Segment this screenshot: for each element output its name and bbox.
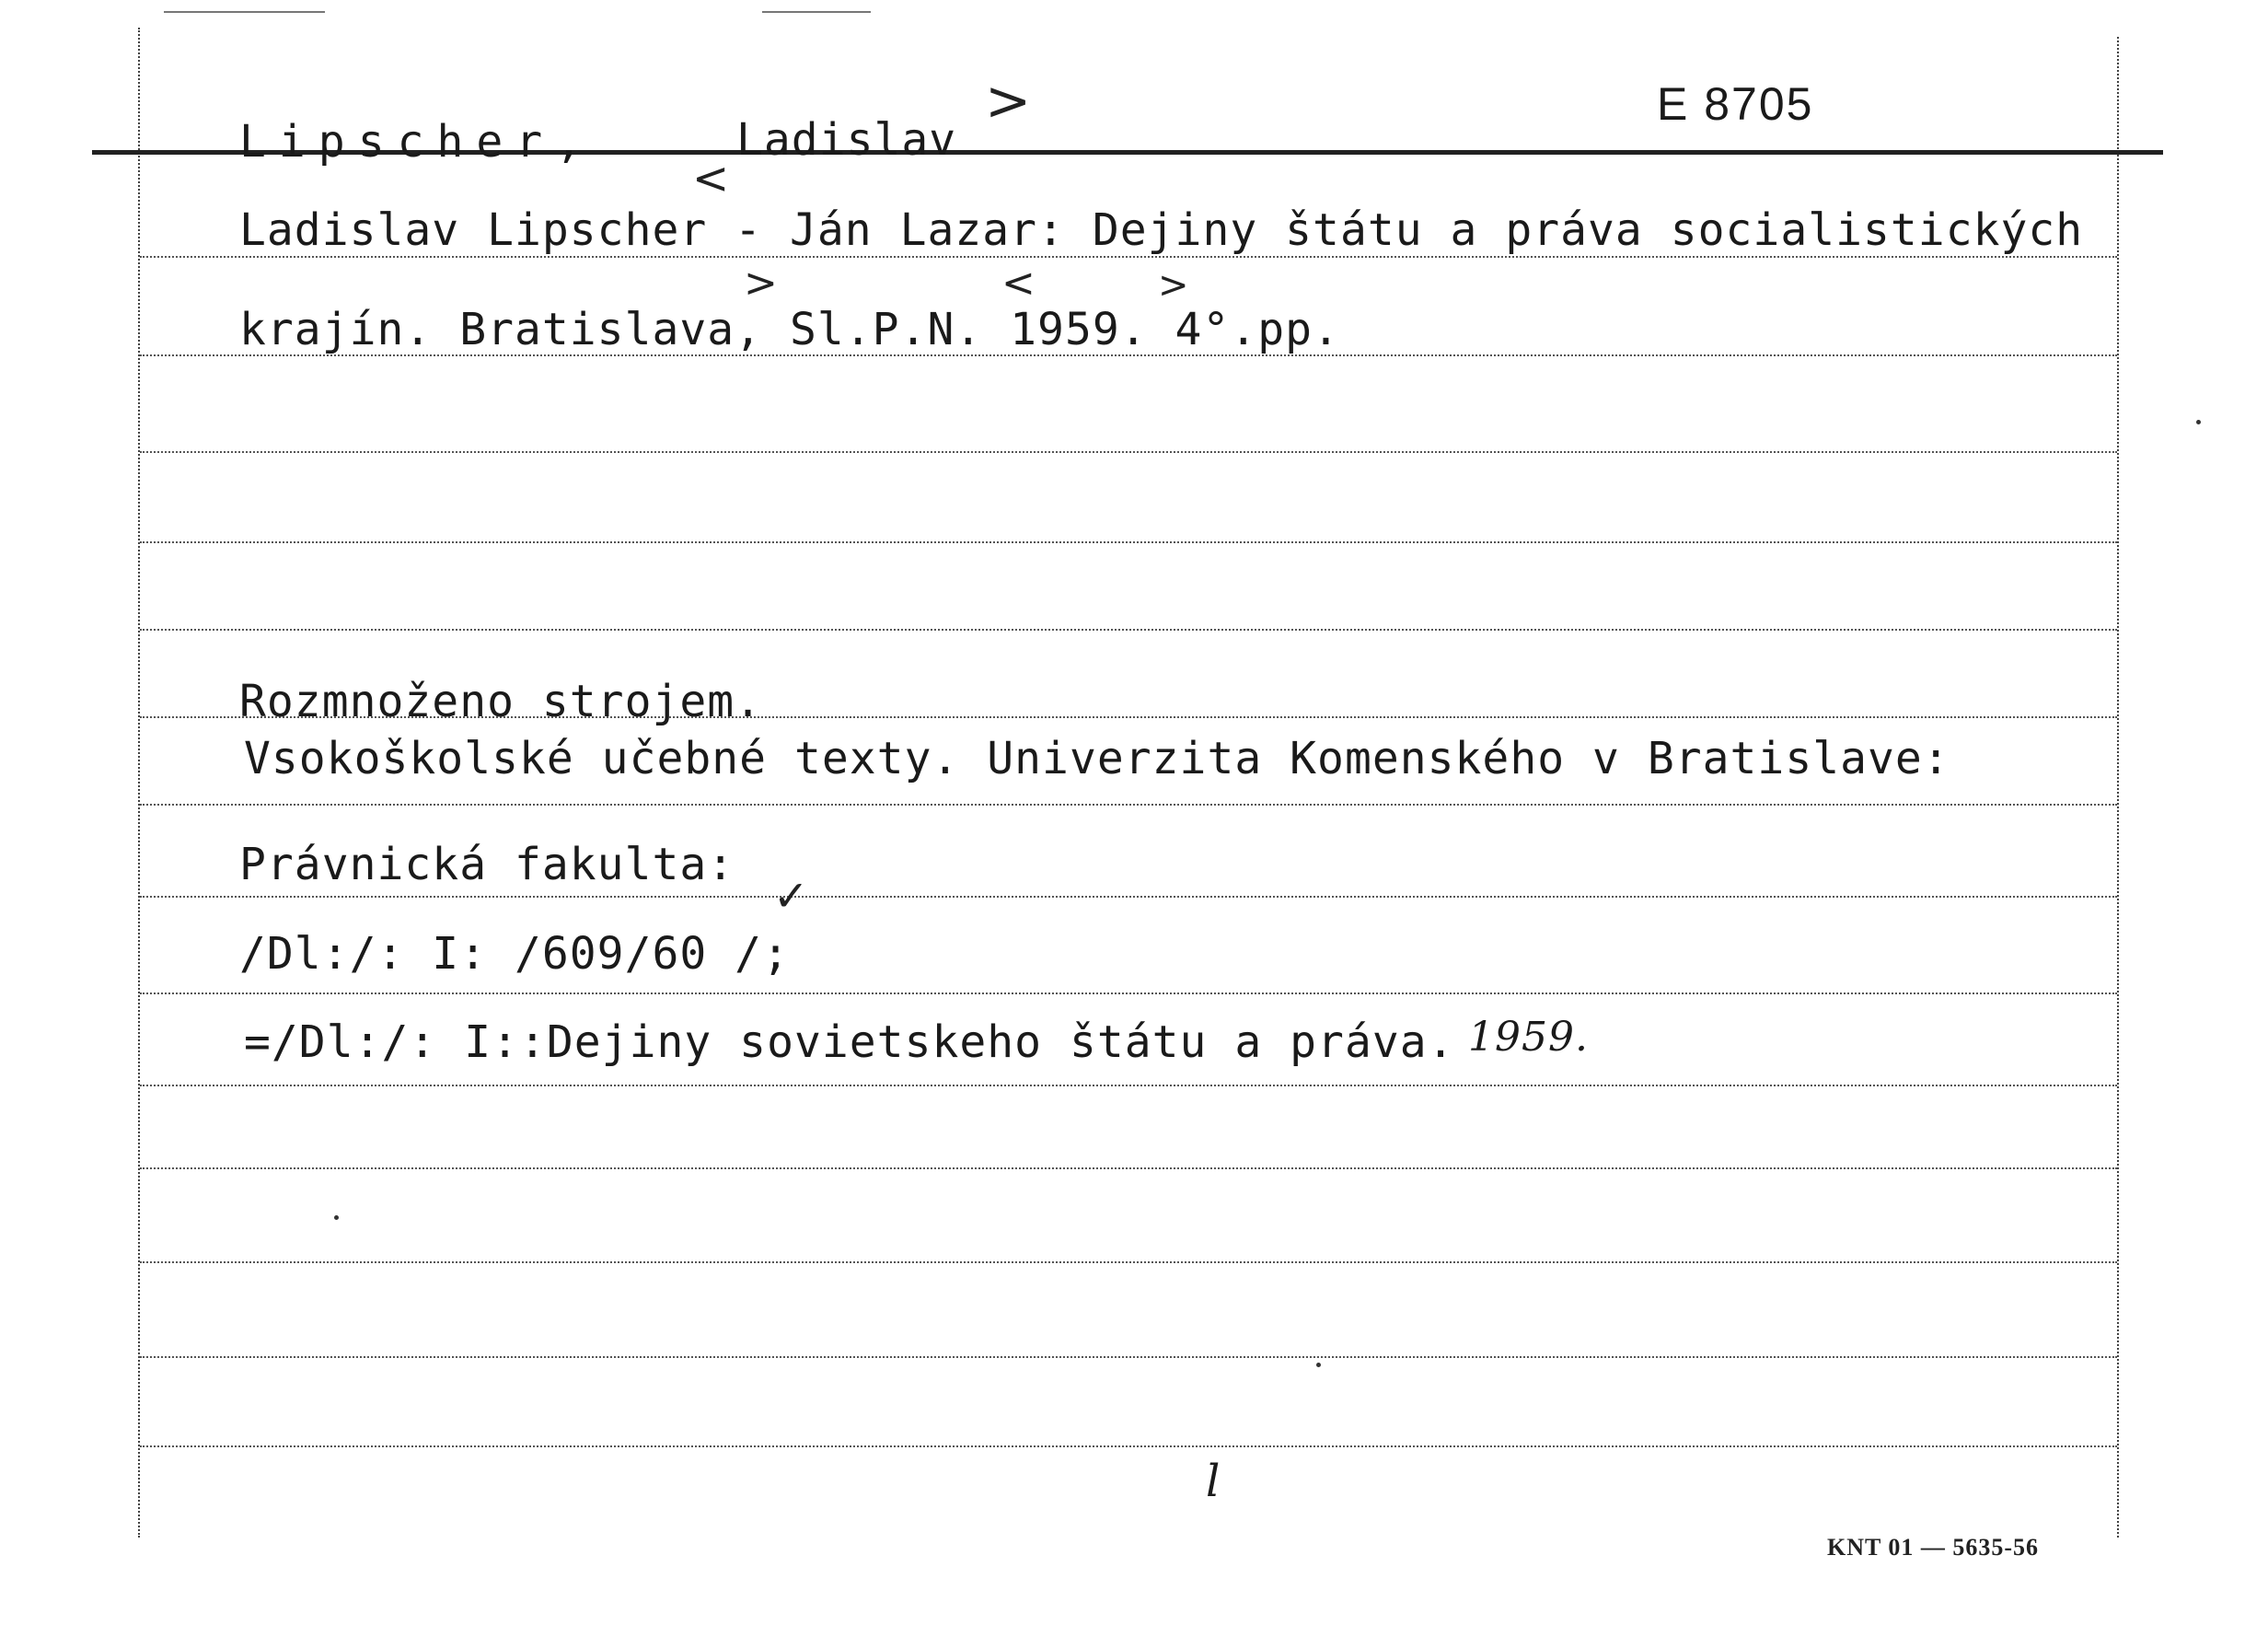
ruled-line xyxy=(140,1356,2117,1358)
ruled-line xyxy=(140,1261,2117,1263)
entry-line-4: Vsokoškolské učebné texty. Univerzita Komenského v Bratislave: xyxy=(244,733,1950,784)
call-number: E 8705 xyxy=(1657,78,1814,130)
entry-line-6: /Dl:/: I: /609/60 /; xyxy=(239,928,790,980)
angle-mark: < xyxy=(692,153,730,204)
ink-speck xyxy=(334,1215,339,1220)
entry-line-3: Rozmnoženo strojem. xyxy=(239,676,763,727)
top-dash-2 xyxy=(762,11,871,13)
entry-line-5: Právnická fakulta: xyxy=(239,839,735,890)
angle-mark: > xyxy=(1158,264,1189,307)
ruled-line xyxy=(140,896,2117,898)
entry-line-2: krajín. Bratislava, Sl.P.N. 1959. 4°.pp. xyxy=(239,304,1340,355)
ruled-line xyxy=(140,1167,2117,1169)
ruled-line xyxy=(140,804,2117,806)
card-left-edge xyxy=(138,28,140,1538)
ruled-line xyxy=(140,451,2117,453)
ruled-line xyxy=(140,1445,2117,1447)
angle-mark: < xyxy=(1001,260,1036,307)
ink-speck xyxy=(2196,420,2201,424)
entry-line-7: =/Dl:/: I::Dejiny sovietskeho štátu a práva. xyxy=(244,1016,1455,1068)
heading-surname: Lipscher, xyxy=(239,116,596,168)
handwritten-year: 1959. xyxy=(1468,1014,1589,1061)
ruled-line xyxy=(140,629,2117,631)
card-right-edge xyxy=(2117,37,2119,1538)
check-mark: ✓ xyxy=(773,871,809,921)
handwritten-mark: l xyxy=(1206,1456,1221,1507)
angle-mark: > xyxy=(744,260,778,307)
ruled-line xyxy=(140,1085,2117,1086)
ruled-line xyxy=(140,541,2117,543)
ruled-line xyxy=(140,992,2117,994)
top-dash-1 xyxy=(164,11,325,13)
ink-speck xyxy=(1316,1363,1321,1367)
angle-mark: > xyxy=(985,69,1032,133)
card-footer-code: KNT 01 — 5635-56 xyxy=(1827,1534,2040,1561)
entry-line-1: Ladislav Lipscher - Ján Lazar: Dejiny štátu a práva socialistických xyxy=(239,204,2084,256)
heading-given-name: Ladislav xyxy=(736,114,957,166)
ruled-line xyxy=(140,256,2117,258)
